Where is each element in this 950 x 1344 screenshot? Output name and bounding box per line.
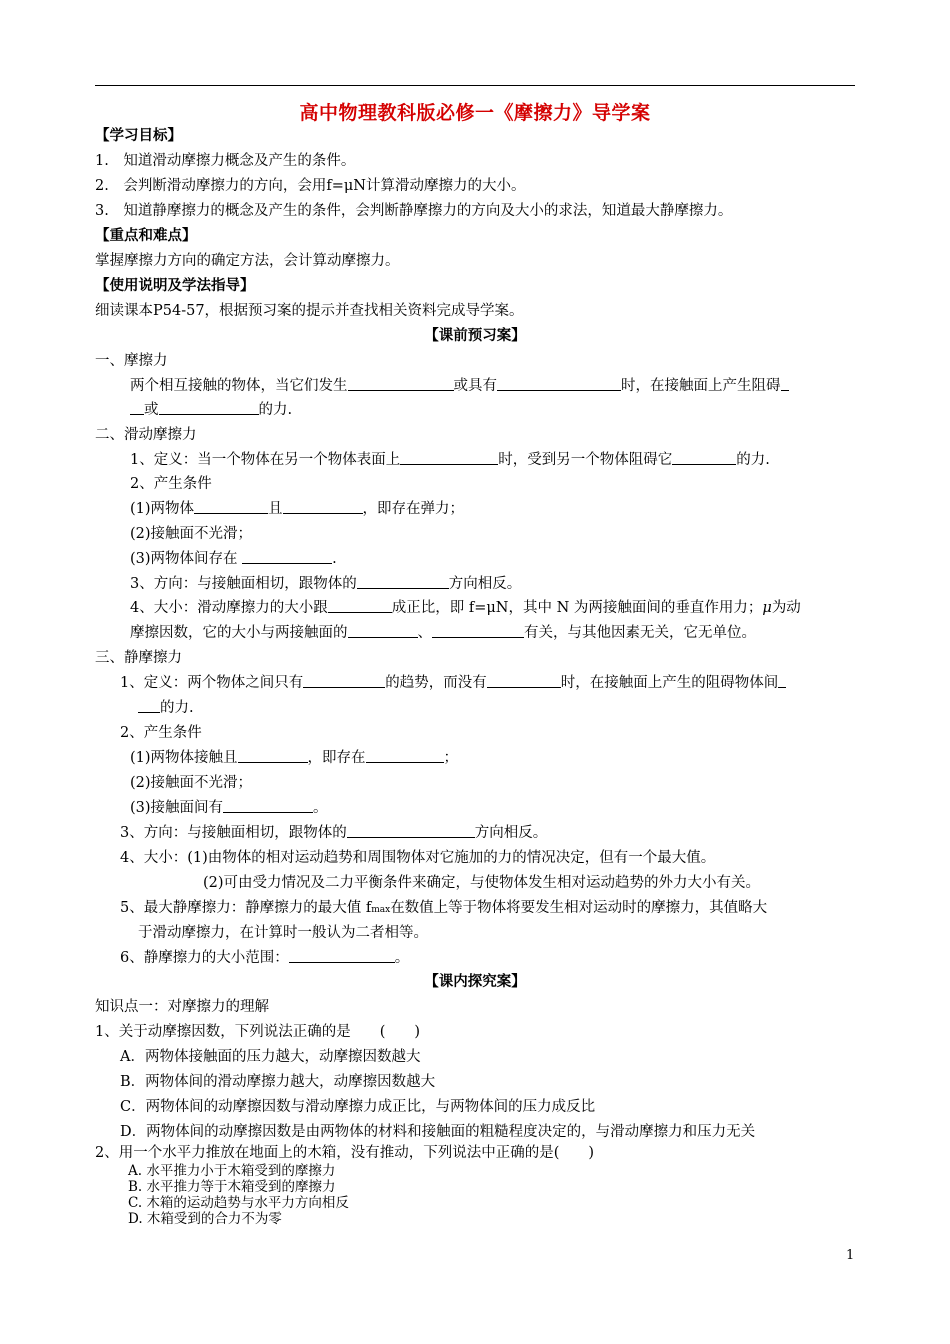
- blank[interactable]: [194, 499, 268, 514]
- guide-text: 细读课本P54-57，根据预习案的提示并查找相关资料完成导学案。: [95, 303, 524, 319]
- static-condition-1: (1)两物体接触且 ，即存在 ；: [130, 750, 459, 766]
- objective-item: 2. 会判断滑动摩擦力的方向，会用f=μN计算滑动摩擦力的大小。: [95, 178, 526, 194]
- blank[interactable]: [303, 673, 385, 688]
- blank[interactable]: [366, 748, 444, 763]
- sliding-direction: 3、方向：与接触面相切，跟物体的 方向相反。: [130, 576, 522, 592]
- friction-definition-line: 或 的力.: [130, 400, 292, 420]
- objectives-heading: 【学习目标】: [95, 127, 182, 144]
- question-2-option[interactable]: A. 水平推力小于木箱受到的摩擦力: [128, 1163, 336, 1179]
- objective-item: 3. 知道静摩擦力的概念及产生的条件，会判断静摩擦力的方向及大小的求法，知道最大静摩擦力。: [95, 203, 733, 219]
- blank[interactable]: [400, 450, 498, 465]
- max-static-friction: 5、最大静摩擦力：静摩擦力的最大值 fmax在数值上等于物体将要发生相对运动时的摩擦力，其值略大: [120, 900, 768, 916]
- static-direction: 3、方向：与接触面相切，跟物体的 方向相反。: [120, 825, 548, 841]
- blank[interactable]: [242, 549, 332, 564]
- static-range: 6、静摩擦力的大小范围： 。: [120, 950, 410, 966]
- preview-heading: 【课前预习案】: [424, 327, 526, 344]
- blank[interactable]: [130, 400, 144, 415]
- blank[interactable]: [283, 499, 363, 514]
- static-condition-2: (2)接触面不光滑；: [130, 775, 253, 791]
- blank[interactable]: [357, 574, 449, 589]
- sliding-magnitude-2: 摩擦因数，它的大小与两接触面的 、 有关，与其他因素无关，它无单位。: [130, 625, 756, 641]
- blank[interactable]: [672, 450, 736, 465]
- page-number: 1: [846, 1248, 855, 1263]
- question-2-stem: 2、用一个水平力推放在地面上的木箱，没有推动，下列说法中正确的是( ): [95, 1145, 595, 1161]
- sliding-conditions-label: 2、产生条件: [130, 476, 212, 492]
- sliding-condition-1: (1)两物体 且 ，即存在弹力；: [130, 501, 465, 517]
- objective-item: 1. 知道滑动摩擦力概念及产生的条件。: [95, 153, 356, 169]
- static-definition: 1、定义：两个物体之间只有 的趋势，而没有 时，在接触面上产生的阻碍物体间: [120, 673, 786, 693]
- question-1-stem: 1、关于动摩擦因数，下列说法正确的是 ( ): [95, 1024, 421, 1040]
- static-magnitude-1: 4、大小：(1)由物体的相对运动趋势和周围物体对它施加的力的情况决定，但有一个最大值。: [120, 850, 716, 866]
- key-points-text: 掌握摩擦力方向的确定方法，会计算动摩擦力。: [95, 253, 400, 269]
- section-static-title: 三、静摩擦力: [95, 650, 182, 666]
- sliding-condition-3: (3)两物体间存在 .: [130, 551, 337, 567]
- blank[interactable]: [238, 748, 308, 763]
- blank[interactable]: [159, 400, 259, 415]
- question-2-option[interactable]: B. 水平推力等于木箱受到的摩擦力: [128, 1179, 336, 1195]
- guide-heading: 【使用说明及学法指导】: [95, 277, 255, 294]
- blank[interactable]: [497, 376, 621, 391]
- static-conditions-label: 2、产生条件: [120, 725, 202, 741]
- sliding-definition: 1、定义：当一个物体在另一个物体表面上 时，受到另一个物体阻碍它 的力.: [130, 452, 770, 468]
- blank[interactable]: [289, 948, 395, 963]
- blank[interactable]: [781, 376, 789, 391]
- static-condition-3: (3)接触面间有 。: [130, 800, 328, 816]
- friction-definition-line: 两个相互接触的物体，当它们发生 或具有 时，在接触面上产生阻碍: [130, 376, 789, 396]
- blank[interactable]: [347, 823, 475, 838]
- blank[interactable]: [223, 798, 313, 813]
- sliding-magnitude: 4、大小：滑动摩擦力的大小跟 成正比，即 f=μN，其中 N 为两接触面间的垂直作用力；μ为动: [130, 600, 801, 616]
- blank[interactable]: [138, 698, 160, 713]
- blank[interactable]: [348, 623, 418, 638]
- section-friction-title: 一、摩擦力: [95, 353, 168, 369]
- sliding-condition-2: (2)接触面不光滑；: [130, 526, 253, 542]
- blank[interactable]: [328, 598, 392, 613]
- blank[interactable]: [487, 673, 561, 688]
- section-sliding-title: 二、滑动摩擦力: [95, 427, 197, 443]
- static-definition-2: 的力.: [138, 698, 194, 718]
- blank[interactable]: [432, 623, 524, 638]
- static-magnitude-2: (2)可由受力情况及二力平衡条件来确定，与使物体发生相对运动趋势的外力大小有关。: [203, 875, 761, 891]
- question-1-option[interactable]: C．两物体间的动摩擦因数与滑动摩擦力成正比，与两物体间的压力成反比: [120, 1099, 596, 1115]
- key-points-heading: 【重点和难点】: [95, 227, 197, 244]
- header-rule: [95, 85, 855, 86]
- explore-heading: 【课内探究案】: [424, 973, 526, 990]
- question-2-option[interactable]: C. 木箱的运动趋势与水平力方向相反: [128, 1195, 349, 1211]
- max-static-friction-2: 于滑动摩擦力，在计算时一般认为二者相等。: [138, 925, 428, 941]
- question-1-option[interactable]: B．两物体间的滑动摩擦力越大，动摩擦因数越大: [120, 1074, 436, 1090]
- question-1-option[interactable]: D．两物体间的动摩擦因数是由两物体的材料和接触面的粗糙程度决定的，与滑动摩擦力和压力无关: [120, 1124, 756, 1140]
- document-title: 高中物理教科版必修一《摩擦力》导学案: [299, 102, 651, 124]
- blank[interactable]: [348, 376, 454, 391]
- blank[interactable]: [778, 673, 786, 688]
- knowledge-point-title: 知识点一：对摩擦力的理解: [95, 999, 269, 1015]
- question-2-option[interactable]: D. 木箱受到的合力不为零: [128, 1211, 282, 1227]
- question-1-option[interactable]: A．两物体接触面的压力越大，动摩擦因数越大: [120, 1049, 421, 1065]
